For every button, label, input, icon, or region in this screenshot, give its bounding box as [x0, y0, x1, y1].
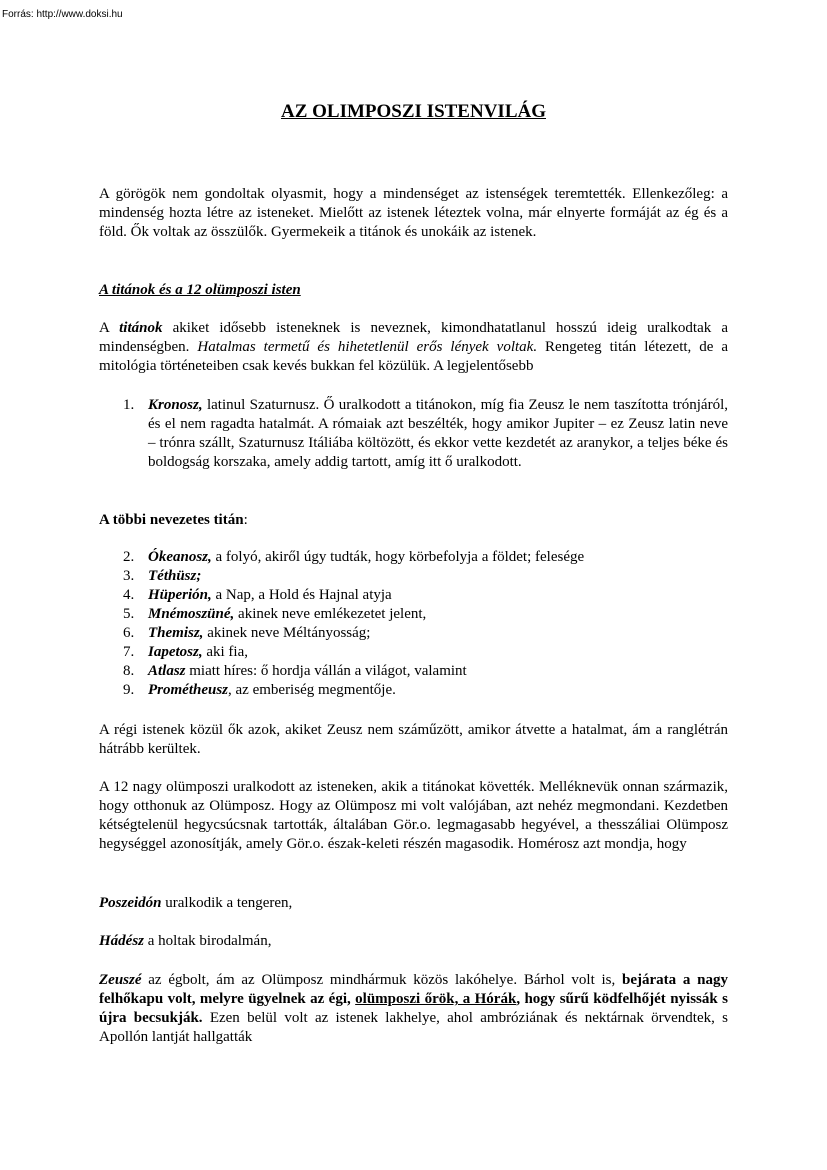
intro-paragraph: A görögök nem gondoltak olyasmit, hogy a mindenséget az istenségek teremtették. Ellenkezőleg: a mindenség hozta létre az isteneket. Mielőtt az istenek léteztek volna, már elnyerte formáját az ég és a föld. Ők voltak az összülők. Gyermekeik a titánok és unokáik az istenek.: [99, 186, 728, 240]
titan-description: , az emberiség megmentője.: [228, 682, 396, 698]
zeus-text: Ezen belül volt az istenek lakhelye, ahol ambróziának és nektárnak örvendtek, s Apollón lantját hallgatták: [99, 1010, 728, 1045]
titan-description: a Nap, a Hold és Hajnal atyja: [211, 587, 392, 603]
titan-name: Mnémoszüné,: [148, 606, 235, 622]
god-name: Hádész: [99, 933, 144, 949]
titan-name: Téthüsz;: [148, 568, 202, 584]
list-item: [99, 396, 728, 492]
other-titans-heading-colon: :: [243, 512, 248, 528]
list-item: [99, 662, 728, 681]
hades-line: [99, 932, 728, 951]
list-item: [99, 605, 728, 624]
titan-name: Hüperión,: [148, 587, 212, 603]
titans-para-italic: Hatalmas termetű és hihetetlenül erős lények voltak.: [197, 339, 538, 355]
god-domain: uralkodik a tengeren,: [161, 895, 293, 911]
titan-name: Atlasz: [148, 663, 186, 679]
list-number: 4.: [123, 587, 135, 603]
list-number: 9.: [123, 682, 135, 698]
source-note: Forrás: http://www.doksi.hu: [2, 9, 123, 20]
list-item: [99, 643, 728, 662]
list-item: [99, 624, 728, 643]
old-gods-paragraph: A régi istenek közül ők azok, akiket Zeusz nem száműzött, amikor átvette a hatalmat, ám a ranglétrán hátrább kerültek.: [99, 722, 728, 757]
titan-description: akinek neve Méltányosság;: [203, 625, 371, 641]
titan-name: Iapetosz,: [148, 644, 203, 660]
titans-term: titánok: [119, 320, 163, 336]
list-number: 1.: [123, 397, 135, 413]
list-item: [99, 681, 728, 700]
other-titans-heading: [99, 511, 728, 530]
titan-description: akinek neve emlékezetet jelent,: [234, 606, 427, 622]
other-titans-heading-text: A többi nevezetes titán: [99, 512, 244, 528]
titan-name: Themisz,: [148, 625, 204, 641]
titans-para-text: akiket idősebb isteneknek is neveznek, kimondhatatlanul hosszú ideig uralkodtak a mindenségben.: [99, 320, 729, 355]
zeus-bold-text: , hogy sűrű ködfelhőjét nyissák s újra becsukják.: [99, 991, 728, 1026]
titan-description: latinul Szaturnusz. Ő uralkodott a titánokon, míg fia Zeusz le nem taszította trónjáról, és el nem ragadta hatalmát. A rómaiak azt beszélték, hogy amikor Jupiter – ez Zeusz latin neve – trónra szállt, Szaturnusz Itáliába költözött, és ekkor vette kezdetét az aranykor, a teljes béke és boldogság korszaka, amely addig tartott, amíg itt ő uralkodott.: [148, 397, 728, 470]
titans-paragraph: [99, 319, 728, 376]
titans-para-text: A: [99, 320, 120, 336]
titan-description: miatt híres: ő hordja vállán a világot, valamint: [185, 663, 467, 679]
titan-name: Ókeanosz,: [148, 549, 212, 565]
olympus-paragraph: A 12 nagy olümposzi uralkodott az isteneken, akik a titánokat követték. Melléknevük onnan származik, hogy otthonuk az Olümposz. Hogy az Olümposz mi volt valójában, azt nehéz megmondani. Kezdetben kétségtelenül hegycsúcsnak tartották, általában Gör.o. legmagasabb hegyével, a thesszáliai Olümposz hegységgel azonosítják, amely Gör.o. észak-keleti részén magasodik. Homérosz azt mondja, hogy: [99, 779, 728, 852]
god-name: Poszeidón: [99, 895, 162, 911]
titan-description: a folyó, akiről úgy tudták, hogy körbefolyja a földet; felesége: [211, 549, 585, 565]
list-item: [99, 586, 728, 605]
list-number: 8.: [123, 663, 135, 679]
page-title: AZ OLIMPOSZI ISTENVILÁG: [280, 101, 546, 122]
zeus-bold-text: bejárata a nagy felhőkapu volt, melyre ügyelnek az égi,: [99, 972, 728, 1007]
list-number: 5.: [123, 606, 135, 622]
titan-name: Prométheusz: [148, 682, 229, 698]
list-number: 3.: [123, 568, 135, 584]
zeus-paragraph: [99, 971, 728, 1047]
titan-description: aki fia,: [202, 644, 248, 660]
section-heading-text: A titánok és a 12 olümposzi isten: [99, 282, 301, 298]
god-name: Zeuszé: [99, 972, 142, 988]
titan-name: Kronosz,: [148, 397, 203, 413]
list-number: 7.: [123, 644, 135, 660]
zeus-underlined-text: olümposzi őrök, a Hórák: [355, 991, 517, 1007]
list-number: 6.: [123, 625, 135, 641]
list-item: [99, 548, 728, 567]
poseidon-line: [99, 894, 728, 913]
section-heading: [99, 281, 728, 300]
list-item: [99, 567, 728, 586]
list-number: 2.: [123, 549, 135, 565]
titans-para-text: Rengeteg titán létezett, de a mitológia történeteiben csak kevés bukkan fel közülük. A legjelentősebb: [99, 339, 729, 374]
god-domain: a holtak birodalmán,: [144, 933, 272, 949]
zeus-text: az égbolt, ám az Olümposz mindhármuk közös lakóhelye. Bárhol volt is,: [141, 972, 622, 988]
